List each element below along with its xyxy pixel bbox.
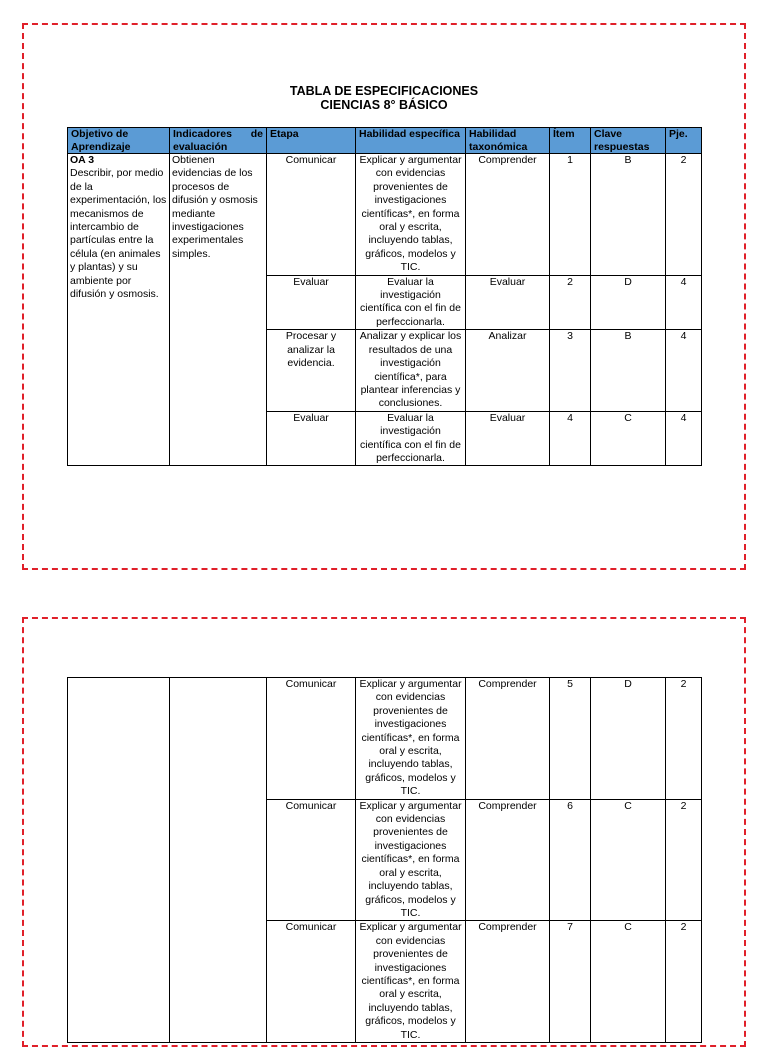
item-cell: 5: [550, 678, 591, 800]
objective-text: Describir, por medio de la experimentación, los mecanismos de intercambio de partículas entre la célula (en animales y plantas) y su ambiente por difusión y osmosis.: [70, 167, 167, 301]
header-puntaje: Pje.: [666, 128, 702, 154]
item-cell: 3: [550, 330, 591, 411]
habilidad-especifica-cell: Evaluar la investigación científica con el fin de perfeccionarla.: [356, 275, 466, 330]
puntaje-cell: 4: [666, 330, 702, 411]
item-cell: 6: [550, 799, 591, 921]
habilidad-taxonomica-cell: Comprender: [466, 799, 550, 921]
clave-cell: C: [591, 799, 666, 921]
header-clave: Clave respuestas: [591, 128, 666, 154]
etapa-cell: Comunicar: [267, 921, 356, 1043]
item-cell: 1: [550, 154, 591, 276]
etapa-cell: Comunicar: [267, 678, 356, 800]
habilidad-taxonomica-cell: Evaluar: [466, 411, 550, 466]
etapa-cell: Comunicar: [267, 154, 356, 276]
clave-cell: D: [591, 678, 666, 800]
document-title-line2: CIENCIAS 8° BÁSICO: [320, 98, 448, 112]
header-indicadores: Indicadores de evaluación: [170, 128, 267, 154]
puntaje-cell: 2: [666, 921, 702, 1043]
header-objetivo: Objetivo de Aprendizaje: [68, 128, 170, 154]
habilidad-taxonomica-cell: Comprender: [466, 678, 550, 800]
table-row: [68, 678, 702, 800]
habilidad-taxonomica-cell: Evaluar: [466, 275, 550, 330]
habilidad-taxonomica-cell: Comprender: [466, 921, 550, 1043]
specification-table-page-1: [67, 127, 702, 466]
document-title-line1: TABLA DE ESPECIFICACIONES: [289, 84, 479, 98]
table-row: [68, 154, 702, 276]
clave-cell: D: [591, 275, 666, 330]
item-cell: 2: [550, 275, 591, 330]
objective-cell-continued: [68, 678, 170, 1043]
table-header-row: [68, 128, 702, 154]
habilidad-especifica-cell: Explicar y argumentar con evidencias provenientes de investigaciones científicas*, en forma oral y escrita, incluyendo tablas, gráficos, modelos y TIC.: [356, 154, 466, 276]
item-cell: 4: [550, 411, 591, 466]
header-etapa: Etapa: [267, 128, 356, 154]
header-item: Ítem: [550, 128, 591, 154]
etapa-cell: Evaluar: [267, 411, 356, 466]
habilidad-taxonomica-cell: Analizar: [466, 330, 550, 411]
specification-table-page-2: [67, 677, 702, 1043]
etapa-cell: Procesar y analizar la evidencia.: [267, 330, 356, 411]
habilidad-especifica-cell: Evaluar la investigación científica con el fin de perfeccionarla.: [356, 411, 466, 466]
clave-cell: C: [591, 921, 666, 1043]
header-habilidad-especifica: Habilidad específica: [356, 128, 466, 154]
puntaje-cell: 2: [666, 154, 702, 276]
etapa-cell: Evaluar: [267, 275, 356, 330]
habilidad-especifica-cell: Explicar y argumentar con evidencias provenientes de investigaciones científicas*, en forma oral y escrita, incluyendo tablas, gráficos, modelos y TIC.: [356, 799, 466, 921]
puntaje-cell: 2: [666, 799, 702, 921]
clave-cell: B: [591, 330, 666, 411]
indicator-cell-continued: [170, 678, 267, 1043]
objective-code: OA 3: [70, 154, 95, 166]
habilidad-especifica-cell: Analizar y explicar los resultados de una investigación científica*, para plantear inferencias y conclusiones.: [356, 330, 466, 411]
puntaje-cell: 2: [666, 678, 702, 800]
habilidad-taxonomica-cell: Comprender: [466, 154, 550, 276]
etapa-cell: Comunicar: [267, 799, 356, 921]
clave-cell: B: [591, 154, 666, 276]
clave-cell: C: [591, 411, 666, 466]
puntaje-cell: 4: [666, 411, 702, 466]
document-title: [0, 84, 768, 112]
objective-cell: [68, 154, 170, 466]
item-cell: 7: [550, 921, 591, 1043]
header-habilidad-taxonomica: Habilidad taxonómica: [466, 128, 550, 154]
habilidad-especifica-cell: Explicar y argumentar con evidencias provenientes de investigaciones científicas*, en forma oral y escrita, incluyendo tablas, gráficos, modelos y TIC.: [356, 678, 466, 800]
puntaje-cell: 4: [666, 275, 702, 330]
habilidad-especifica-cell: Explicar y argumentar con evidencias provenientes de investigaciones científicas*, en forma oral y escrita, incluyendo tablas, gráficos, modelos y TIC.: [356, 921, 466, 1043]
indicator-cell: Obtienen evidencias de los procesos de difusión y osmosis mediante investigaciones experimentales simples.: [170, 154, 267, 466]
